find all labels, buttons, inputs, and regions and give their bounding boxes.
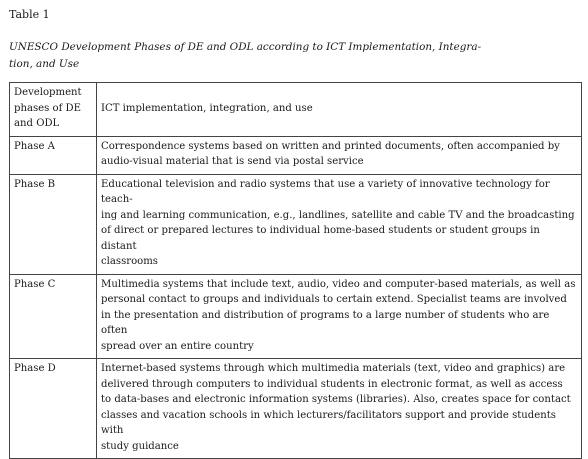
description-line: of direct or prepared lectures to individual home-based students or student groups in distant bbox=[101, 225, 540, 252]
description-line: Multimedia systems that include text, audio, video and computer-based materials, as well as bbox=[101, 278, 576, 290]
description-line: personal contact to groups and individuals to certain extend. Specialist teams are involved bbox=[101, 294, 567, 305]
table-header-row bbox=[10, 83, 582, 137]
header-line: Development bbox=[14, 87, 82, 98]
description-line: in the presentation and distribution of programs to a large number of students who are often bbox=[101, 309, 550, 336]
description-line: Correspondence systems based on written and printed documents, often accompanied by bbox=[101, 140, 560, 152]
description-cell bbox=[97, 136, 582, 174]
description-line: to data-bases and electronic information systems (libraries). Also, creates space for contact bbox=[101, 394, 571, 405]
header-cell-phases bbox=[10, 83, 97, 137]
document-page bbox=[9, 8, 581, 459]
table-row bbox=[10, 359, 582, 459]
description-line: Internet-based systems through which multimedia materials (text, video and graphics) are bbox=[101, 363, 566, 374]
header-cell-ict: ICT implementation, integration, and use bbox=[97, 83, 582, 137]
header-line: and ODL bbox=[14, 118, 60, 129]
description-line: audio-visual material that is send via postal service bbox=[101, 156, 364, 167]
table-row bbox=[10, 274, 582, 359]
phase-cell: Phase A bbox=[10, 136, 97, 174]
phase-cell: Phase B bbox=[10, 174, 97, 274]
description-cell bbox=[97, 174, 582, 274]
header-line: phases of DE bbox=[14, 102, 82, 114]
table-label: Table 1 bbox=[9, 8, 50, 21]
caption-line: UNESCO Development Phases of DE and ODL according to ICT Implementation, Integra- bbox=[9, 41, 482, 53]
description-line: Educational television and radio systems that use a variety of innovative technology for teach- bbox=[101, 178, 550, 205]
description-line: study guidance bbox=[101, 440, 179, 452]
description-cell bbox=[97, 359, 582, 459]
table-row bbox=[10, 174, 582, 274]
phase-cell: Phase D bbox=[10, 359, 97, 459]
phase-cell: Phase C bbox=[10, 274, 97, 359]
table-row bbox=[10, 136, 582, 174]
description-cell bbox=[97, 274, 582, 359]
table-caption bbox=[9, 39, 581, 73]
description-line: classrooms bbox=[101, 256, 158, 267]
description-line: classes and vacation schools in which lecturers/facilitators support and provide students with bbox=[101, 409, 556, 436]
description-line: ing and learning communication, e.g., landlines, satellite and cable TV and the broadcasting bbox=[101, 209, 575, 221]
description-line: delivered through computers to individual students in electronic format, as well as access bbox=[101, 378, 563, 390]
phases-table bbox=[9, 82, 582, 459]
description-line: spread over an entire country bbox=[101, 340, 254, 352]
caption-line: tion, and Use bbox=[9, 58, 80, 70]
